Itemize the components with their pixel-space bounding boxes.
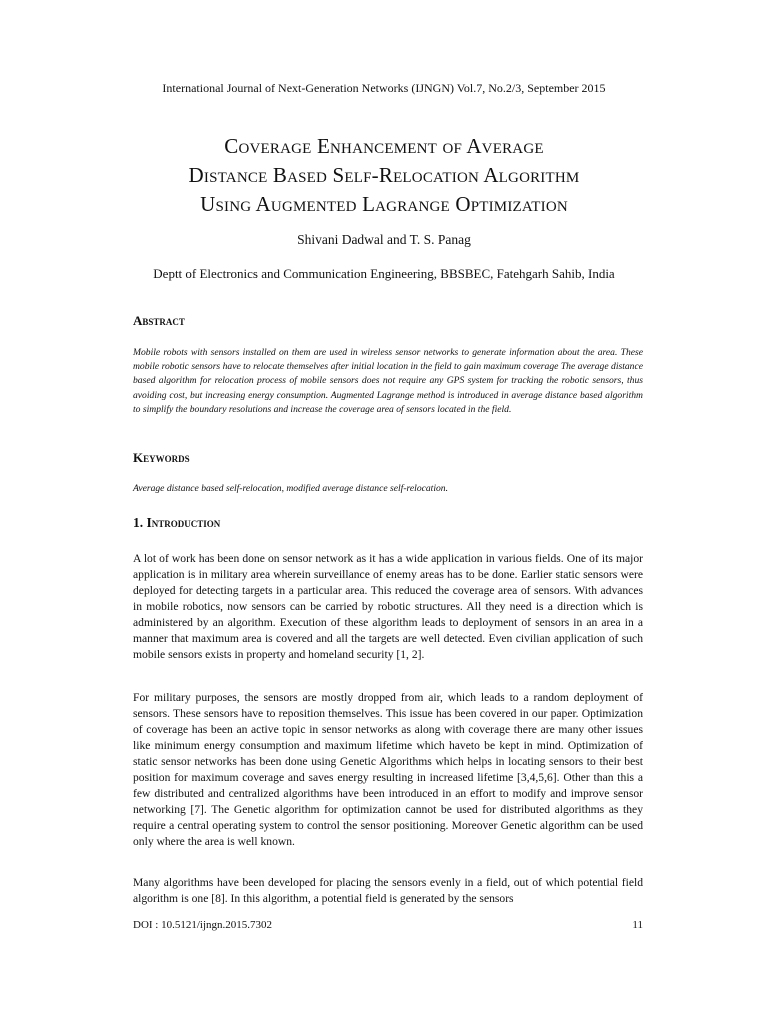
body-paragraph: A lot of work has been done on sensor network as it has a wide application in various fields. One of its major application is in military area wherein surveillance of enemy areas has to be done. Earlier static sensors were deployed for detecting targets in a particular area. This reduced the coverage area of sensors. With advances in mobile robotics, now sensors can be carried by robotic structures. All they need is a direction which is administered by an algorithm. Execution of these algorithm leads to deployment of sensors in an area in a manner that maximum area is covered and all the targets are well detected. Even civilian application of such mobile sensors exists in property and homeland security [1, 2]. [133, 552, 643, 661]
keywords-text: Average distance based self-relocation, modified average distance self-relocation. [133, 483, 449, 494]
title-line: Coverage Enhancement of Average [224, 134, 544, 158]
introduction-heading: 1. Introduction [133, 515, 221, 530]
title-line: Distance Based Self-Relocation Algorithm [188, 163, 580, 187]
journal-header: International Journal of Next-Generation Networks (IJNGN) Vol.7, No.2/3, September 2015 [162, 81, 606, 95]
doi-footer: DOI : 10.5121/ijngn.2015.7302 [133, 919, 273, 931]
keywords-heading: Keywords [133, 450, 190, 465]
paper-title [60, 132, 708, 219]
page-number: 11 [632, 919, 643, 931]
body-paragraph: For military purposes, the sensors are mostly dropped from air, which leads to a random deployment of sensors. These sensors have to reposition themselves. This issue has been covered in our paper. Optimization of coverage has been an active topic in sensor networks as along with coverage there are many other issues like minimum energy consumption and maximum lifetime which haveto be kept in mind. Optimization of static sensor networks has been done using Genetic Algorithms which helps in locating sensors to their best position for maximum coverage and saves energy resulting in increased lifetime [3,4,5,6]. Other than this a few distributed and centralized algorithms have been introduced in an effort to modify and improve sensor networking [7]. The Genetic algorithm for optimization cannot be used for distributed algorithms as they require a central operating system to control the sensor positioning. Moreover Genetic algorithm can be used only where the area is well known. [133, 691, 643, 848]
affiliation: Deptt of Electronics and Communication Engineering, BBSBEC, Fatehgarh Sahib, India [153, 266, 615, 281]
authors: Shivani Dadwal and T. S. Panag [297, 232, 471, 247]
title-line: Using Augmented Lagrange Optimization [200, 192, 568, 216]
abstract-heading: Abstract [133, 313, 185, 328]
abstract-text: Mobile robots with sensors installed on them are used in wireless sensor networks to generate information about the area. These mobile robotic sensors have to relocate themselves after initial location in the field to gain maximum coverage The average distance based algorithm for relocation process of mobile sensors does not require any GPS system for tracking the robotic sensors, thus avoiding cost, but increasing energy consumption. Augmented Lagrange method is introduced in average distance based algorithm to simplify the boundary resolutions and increase the coverage area of sensors located in the field. [133, 347, 643, 415]
body-paragraph: Many algorithms have been developed for placing the sensors evenly in a field, out of which potential field algorithm is one [8]. In this algorithm, a potential field is generated by the sensors [133, 876, 643, 905]
